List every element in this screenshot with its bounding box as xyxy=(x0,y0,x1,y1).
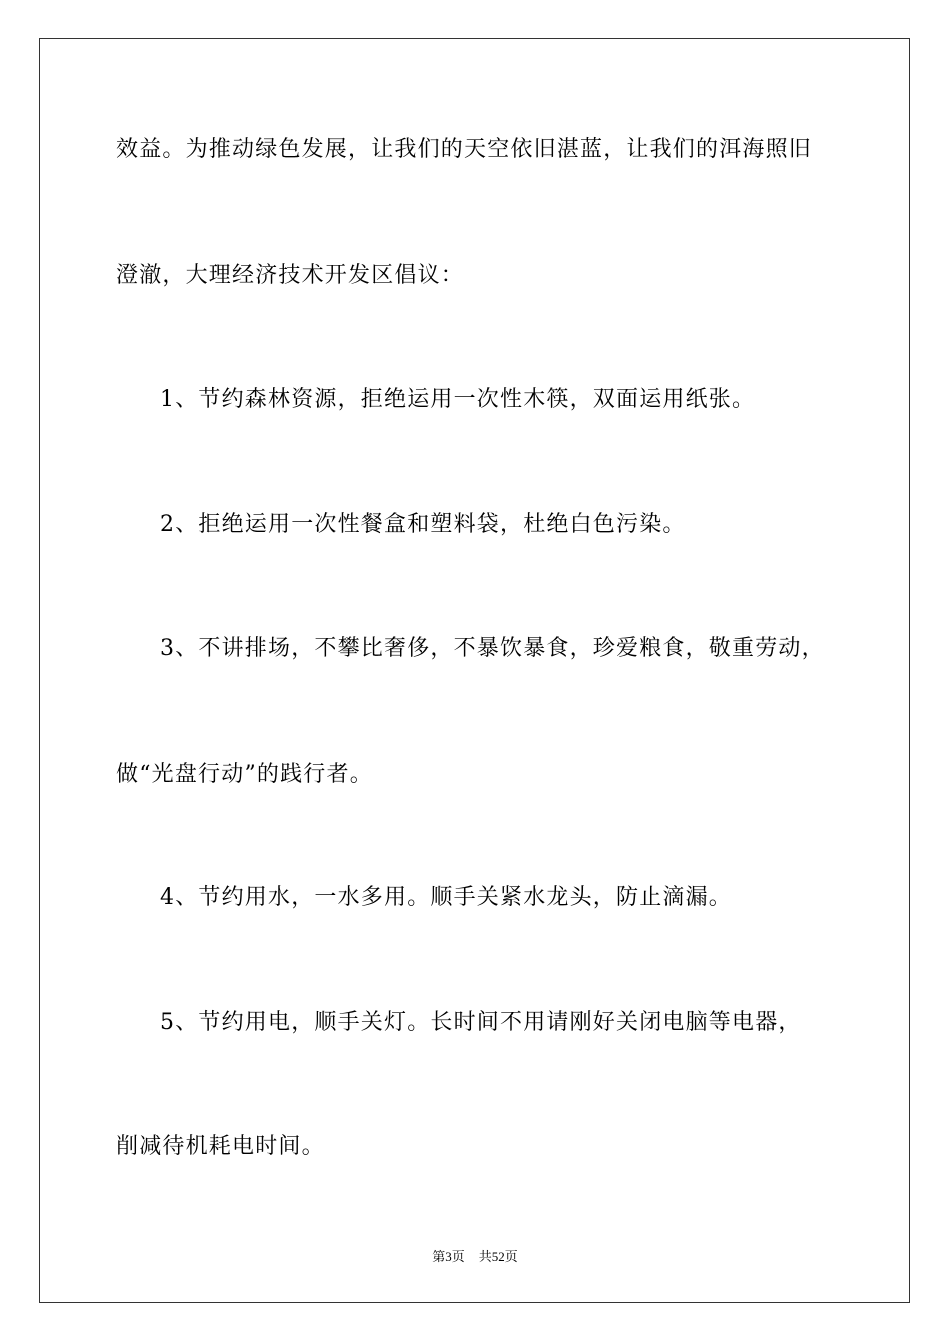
text-line-1: 效益。为推动绿色发展，让我们的天空依旧湛蓝，让我们的洱海照旧 xyxy=(116,137,813,162)
list-item-3-continuation: 做“光盘行动”的践行者。 xyxy=(116,762,373,787)
page-footer xyxy=(0,1248,950,1266)
list-item-3: 3、不讲排场，不攀比奢侈，不暴饮暴食，珍爱粮食，敬重劳动， xyxy=(160,636,825,661)
list-item-5-continuation: 削减待机耗电时间。 xyxy=(116,1134,325,1159)
page-border xyxy=(39,38,910,1303)
list-item-4: 4、节约用水，一水多用。顺手关紧水龙头，防止滴漏。 xyxy=(160,885,732,910)
list-item-5: 5、节约用电，顺手关灯。长时间不用请刚好关闭电脑等电器， xyxy=(160,1010,802,1035)
list-item-1: 1、节约森林资源，拒绝运用一次性木筷，双面运用纸张。 xyxy=(160,387,756,412)
text-line-2: 澄澈，大理经济技术开发区倡议： xyxy=(116,263,465,288)
list-item-2: 2、拒绝运用一次性餐盒和塑料袋，杜绝白色污染。 xyxy=(160,512,686,537)
page-number: 第3页 xyxy=(432,1249,465,1264)
total-pages: 共52页 xyxy=(478,1249,518,1264)
